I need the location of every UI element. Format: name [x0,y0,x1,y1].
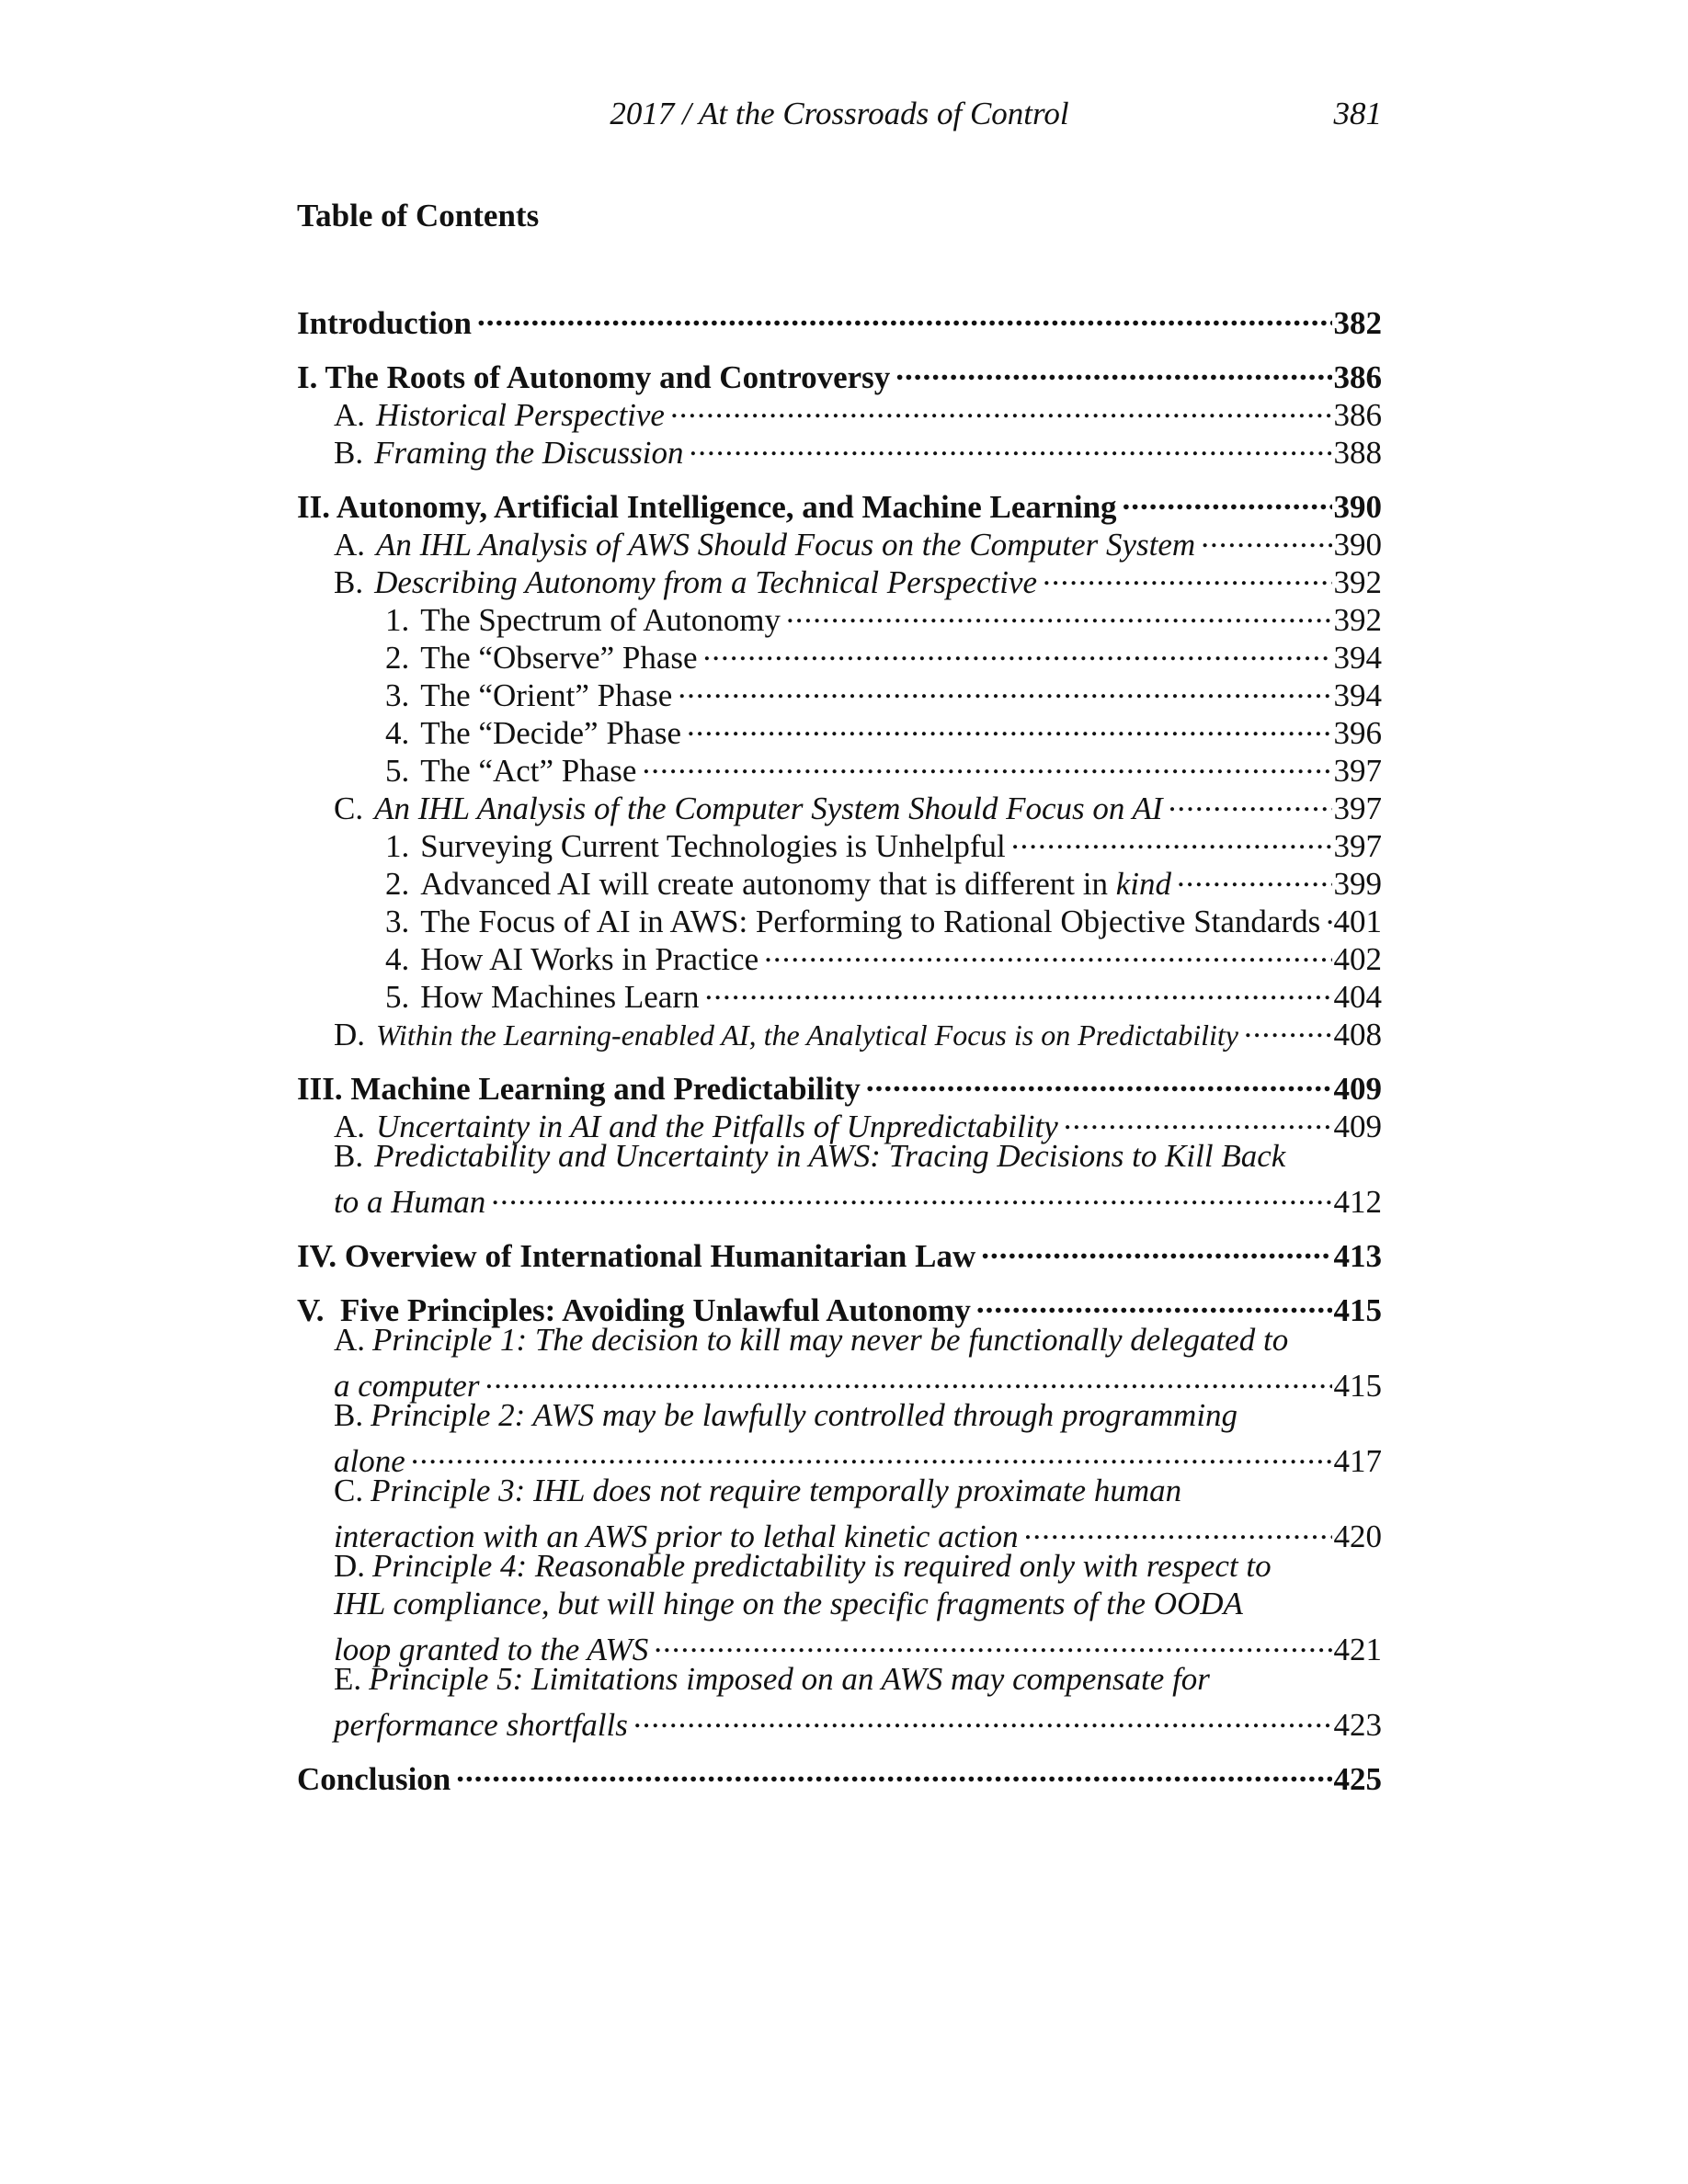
toc-entry-part-1[interactable] [297,350,1382,395]
toc-entry-title: The Focus of AI in AWS: Performing to Rational Objective Standards [420,904,1321,939]
dot-leader [678,668,1331,706]
toc-entry-marker: 5. [385,979,410,1015]
toc-entry-title: The “Act” Phase [420,753,637,789]
toc-entry-title: V. Five Principles: Avoiding Unlawful Autonomy [297,1292,971,1328]
toc-entry-page: 404 [1333,979,1382,1015]
running-head [297,96,1382,140]
toc-entry-marker: A. [334,1322,366,1358]
dot-leader [1201,518,1331,555]
toc-entry-title: Introduction [297,305,472,341]
toc-entry-page: 402 [1333,941,1382,977]
toc-entry-title: The “Decide” Phase [420,715,681,751]
toc-entry-page: 401 [1333,904,1382,939]
toc-entry-marker: 3. [385,904,410,939]
toc-entry-title-line1: Principle 4: Reasonable predictability is required only with respect to [372,1548,1272,1584]
dot-leader [654,1622,1331,1660]
toc-entry-title: How Machines Learn [420,979,700,1015]
toc-entry-title-line1: Principle 1: The decision to kill may never be functionally delegated to [372,1322,1289,1358]
toc-entry-marker: 2. [385,640,410,676]
toc-entry-marker: A. [334,1109,366,1144]
dot-leader [1043,555,1331,593]
dot-leader [703,631,1332,668]
toc-entry-part-5-a[interactable] [297,1321,1382,1404]
toc-entry-title: Framing the Discussion [374,435,684,471]
toc-entry-page: 382 [1333,305,1382,341]
toc-entry-title-line2: IHL compliance, but will hinge on the specific fragments of the OODA [334,1586,1243,1621]
dot-leader [491,1175,1331,1212]
toc-entry-title-line2: to a Human [334,1184,486,1220]
toc-entry-part-4[interactable] [297,1229,1382,1274]
toc-entry-title-line2: alone [334,1443,405,1479]
toc-entry-page: 388 [1333,435,1382,471]
toc-entry-marker: B. [334,564,364,600]
toc-entry-title-line1: Principle 5: Limitations imposed on an AWS may compensate for [369,1661,1210,1697]
toc-entry-page: 408 [1333,1017,1382,1052]
dot-leader [1024,1509,1332,1547]
toc-entry-title-line1: Principle 2: AWS may be lawfully controlled through programming [371,1397,1238,1433]
toc-entry-page: 397 [1333,791,1382,826]
toc-entry-marker: 4. [385,941,410,977]
dot-leader [690,426,1332,463]
toc-entry-title: Surveying Current Technologies is Unhelpful [420,828,1006,864]
toc-entry-marker: 3. [385,677,410,713]
toc-entry-marker: 1. [385,828,410,864]
toc-entry-conclusion[interactable] [297,1752,1382,1797]
toc-entry-marker: D. [334,1017,366,1052]
toc-entry-marker: 1. [385,602,410,638]
toc-entry-page: 396 [1333,715,1382,751]
toc-entry-page: 397 [1333,753,1382,789]
toc-entry-page: 425 [1333,1761,1382,1797]
dot-leader [981,1229,1331,1267]
dot-leader [1326,894,1331,932]
toc-entry-title: III. Machine Learning and Predictability [297,1071,861,1107]
toc-entry-page: 412 [1333,1184,1382,1220]
toc-entry-title-line2: interaction with an AWS prior to lethal kinetic action [334,1519,1019,1554]
toc-entry-page: 399 [1333,866,1382,902]
toc-entry-title-line2: performance shortfalls [334,1707,628,1743]
toc-entry-title: IV. Overview of International Humanitarian Law [297,1238,976,1274]
toc-entry-page: 415 [1333,1368,1382,1404]
dot-leader [687,706,1332,744]
toc-entry-page: 392 [1333,602,1382,638]
dot-leader [895,350,1331,388]
toc-entry-part-5-d[interactable] [297,1547,1382,1667]
toc-entry-title: The “Observe” Phase [420,640,698,676]
dot-leader [704,970,1331,1007]
toc-entry-title: Uncertainty in AI and the Pitfalls of Unpredictability [376,1109,1058,1144]
toc-entry-page: 394 [1333,640,1382,676]
toc-entry-page: 390 [1333,527,1382,563]
toc-entry-title: The “Orient” Phase [420,677,673,713]
dot-leader [456,1752,1331,1790]
page-number: 381 [1333,96,1382,131]
toc-entry-part-3-b[interactable] [297,1137,1382,1220]
toc-entry-marker: B. [334,435,364,471]
toc-entry-title: I. The Roots of Autonomy and Controversy [297,359,891,395]
toc-entry-title-line1: Predictability and Uncertainty in AWS: Tracing Decisions to Kill Back [374,1138,1286,1174]
dot-leader [477,296,1332,334]
toc-entry-marker: A. [334,397,366,433]
toc-entry-page: 397 [1333,828,1382,864]
toc-entry-title: Conclusion [297,1761,451,1797]
dot-leader [786,593,1331,631]
toc-entry-marker: C. [334,1473,364,1508]
toc-entry-page: 409 [1333,1109,1382,1144]
toc-entry-title: An IHL Analysis of AWS Should Focus on the Computer System [376,527,1196,563]
dot-leader [764,932,1331,970]
toc-entry-title: An IHL Analysis of the Computer System Should Focus on AI [374,791,1163,826]
toc-entry-page: 415 [1333,1292,1382,1328]
toc-entry-title-emphasis: kind [1115,866,1171,902]
toc-entry-page: 413 [1333,1238,1382,1274]
toc-entry-marker: A. [334,527,366,563]
toc-entry-title: The Spectrum of Autonomy [420,602,781,638]
toc-entry-part-5-b[interactable] [297,1396,1382,1479]
toc-entry-page: 423 [1333,1707,1382,1743]
toc-entry-title: Describing Autonomy from a Technical Perspective [374,564,1038,600]
toc-entry-title: How AI Works in Practice [420,941,759,977]
toc-entry-part-5[interactable] [297,1283,1382,1328]
toc-entry-title-line1: Principle 3: IHL does not require temporally proximate human [371,1473,1182,1508]
toc-entry-page: 394 [1333,677,1382,713]
toc-entry-part-5-e[interactable] [297,1660,1382,1743]
toc-entry-page: 420 [1333,1519,1382,1554]
dot-leader [1123,480,1332,518]
toc-entry-title: Advanced AI will create autonomy that is different in [420,866,1116,902]
dot-leader [1064,1099,1332,1137]
toc-entry-marker: 4. [385,715,410,751]
toc-entry-part-3[interactable] [297,1062,1382,1107]
toc-heading: Table of Contents [297,198,540,233]
dot-leader [411,1434,1332,1472]
dot-leader [485,1359,1331,1396]
toc-entry-title: II. Autonomy, Artificial Intelligence, and Machine Learning [297,489,1117,525]
toc-entry-marker: E. [334,1661,362,1697]
toc-entry-marker: 2. [385,866,410,902]
toc-entry-title-line3: loop granted to the AWS [334,1632,649,1667]
dot-leader [866,1062,1332,1099]
running-title: 2017 / At the Crossroads of Control [610,96,1069,131]
toc-entry-page: 390 [1333,489,1382,525]
toc-entry-part-5-c[interactable] [297,1472,1382,1554]
toc-entry-page: 386 [1333,359,1382,395]
toc-entry-page: 421 [1333,1632,1382,1667]
toc-entry-title-line2: a computer [334,1368,480,1404]
toc-entry-title: Historical Perspective [376,397,665,433]
toc-entry-page: 417 [1333,1443,1382,1479]
toc-entry-part-2[interactable] [297,480,1382,525]
dot-leader [633,1698,1332,1735]
dot-leader [1244,1007,1332,1045]
toc-entry-page: 386 [1333,397,1382,433]
toc-entry-marker: B. [334,1138,364,1174]
dot-leader [1177,857,1332,894]
toc-entry-marker: D. [334,1548,366,1584]
toc-entry-page: 392 [1333,564,1382,600]
dot-leader [976,1283,1332,1321]
toc-entry-marker: B. [334,1397,364,1433]
dot-leader [1169,781,1332,819]
toc-entry-marker: 5. [385,753,410,789]
dot-leader [670,388,1332,426]
dot-leader [1011,819,1332,857]
toc-entry-marker: C. [334,791,364,826]
dot-leader [642,744,1331,781]
toc-entry-introduction[interactable] [297,296,1382,341]
table-of-contents [297,296,1382,1797]
toc-entry-title: Within the Learning-enabled AI, the Analytical Focus is on Predictability [376,1018,1238,1052]
toc-entry-page: 409 [1333,1071,1382,1107]
